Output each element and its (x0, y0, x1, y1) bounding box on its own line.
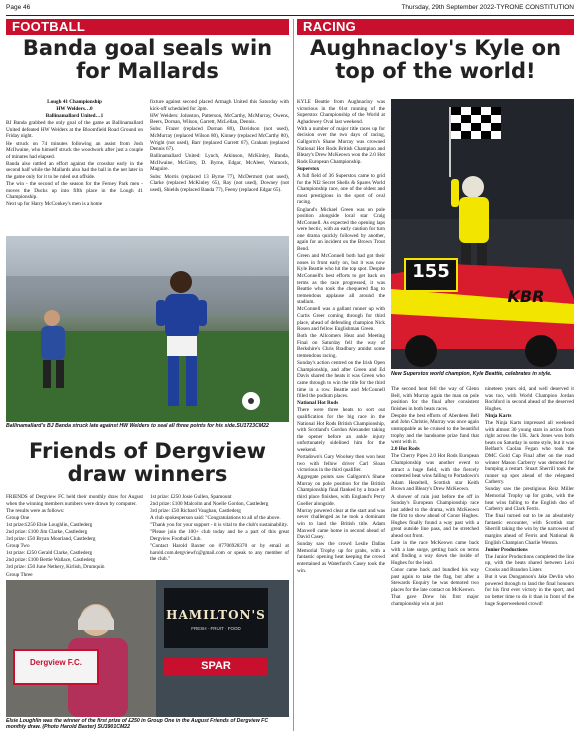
friends-headline (6, 440, 289, 485)
racing-col2-p5: Late in the race McKeown came back with a late surge, getting back on terms and finding a way down the inside of Hughes for the lead. (391, 540, 479, 566)
football-photo-art (6, 236, 289, 422)
hamiltons-banner-sub: FRESH · FRUIT · FOOD (191, 626, 241, 631)
car-sponsor: KBR (507, 287, 545, 306)
racing-col3-p0: nineteen years old, and well deserved it was too, with World Champion Jordan Rochford in second ahead of the deserved Hughes. (485, 386, 574, 412)
football-headline-line2: for Mallards (76, 58, 219, 83)
racing-col1-p6: McConnell was a gallant runner up with Curtis Greer coming through for third place, ahead of defending champion Nick Rosen and fellow Englishman Green. (297, 306, 385, 333)
racing-col3-p3: Sunday saw the prestigious Reiz Miller Memorial Trophy up for grabs, with the heat wins falling to the English duo of Carberry and Clark Ferris. (485, 486, 574, 513)
football-column-2 (150, 99, 289, 231)
football-col1-p1: HW Welders…0 (56, 106, 93, 113)
racing-col1-p11: Portadown's Gary Woolsey then won heat two with fellow driver Carl Sloan victorious in the third qualifier. (297, 453, 385, 474)
friends-col1-p4: 2nd prize: £100 Jim Clarke, Castlederg (6, 528, 88, 535)
racing-col1-p2: Superstox (297, 165, 320, 172)
football-col2-p3: Ballinamallard United: Lynch, Atkinson, McKinley, Banda, McIlwaine, McGinty, D. Byrne, Edgar, McAleer, Warnock, Maguire. (150, 153, 289, 173)
section-divider (293, 19, 294, 731)
racing-col1-p3: A full field of 36 Superstox came to grid for the NI2 Secret Shells & Spares World Championship race, one of the oldest and most prestigious in the sport of oval racing. (297, 173, 385, 206)
racing-section-tag: RACING (297, 19, 574, 35)
racing-photo (391, 99, 574, 369)
racing-col2-p3: The Cherry Pipes 2.0 Hot Rods European Championship was another event to attract a huge field, with the fiercely contested heat wins falling to Portadown's Adam Hezeltell, Scottish star Keith Brown and Bleary's Drew McKeown. (391, 453, 479, 493)
friends-col1-p0: FRIENDS of Dergview FC held their monthly draw for August when the winning members numbers were drawn by computer. (6, 494, 143, 507)
friends-headline-line1: Friends of Dergview (28, 439, 267, 463)
football-col1-p6: The win - the second of the season for the Ferney Park men - moves the Ducks up into fifth place in the Lough 41 Championship. (6, 181, 143, 201)
dergview-photo (6, 580, 289, 717)
friends-col2-p4: "Thank you for your support - it is vital to the club's sustainability. (150, 522, 289, 529)
racing-col1-p7: Both the Allcomers Heat and Meeting Final on Saturday fell the way of Berkshire's Chris Bradbury amidst some tremendous racing. (297, 333, 385, 360)
friends-col1-p5: 3rd prize: £50 Bryan Moorland, Castlederg (6, 536, 96, 543)
racing-col2-p2: 2.0 Hot Rods (391, 446, 420, 453)
football-col1-p0: Lough 41 Championship (47, 99, 102, 105)
racing-col1-p0: KYLE Beattie from Aughnacloy was victorious in the 61st running of the Superstox Championship of the World at Aghadowey Oval last weekend. (297, 99, 385, 125)
football-col2-p1: HW Welders: Johnston, Patterson, McCarthy, McMurray, Owens, Beers, Dornan, Wilson, Garrett, McLellan, Dennis. (150, 112, 289, 126)
racing-col1-p8: Sunday's action centred on the Irish Open Championship, and after Green and Ed Davis shared the heats it was Green who came through to win the title for the third time in a row. Beattie and McConnell filled the podium places. (297, 360, 385, 400)
racing-col3-p6: The Junior Productions completed the line up, with the heats shared between Lexi Crooks and Brandon Lister. (485, 553, 574, 574)
football-photo (6, 236, 289, 422)
friends-col1-p10: Group Three (6, 571, 33, 578)
dergview-photo-art (6, 580, 289, 717)
football-headline (6, 37, 289, 82)
football-col1-p3: BJ Banda grabbed the only goal of the game as Ballinamallard United defeated HW Welders at the Bloomfield Road Ground on Friday night. (6, 120, 143, 140)
header-rule (6, 15, 574, 16)
friends-headline-line2: draw winners (67, 461, 228, 486)
racing-col1-p14: Sunday saw the crowd Leslie Dallas Memorial Trophy up for grabs, with a fantastic opening heat keeping the crowd entertained as Waterford's Casey took the win. (297, 541, 385, 574)
football-col2-p0: fixture against second placed Armagh United this Saturday with kick-off scheduled for 3pm. (150, 99, 289, 112)
racing-col2-p4: A shower of rain just before the off in Sunday's European Championship race just added to the drama, with McKeown the first to show ahead of Conor Hughes. Hughes finally found a way past with a great outside line pass, and he stretched ahead out front. (391, 493, 479, 540)
car-number: 155 (412, 261, 450, 282)
dergview-photo-caption: Elsie Loughlin was the winner of the first prize of £250 in Group One in the August Friends of Dergview FC monthly draw. (Photo Harold Baxter) SU3901CM22 (6, 718, 269, 731)
racing-col2-p6: Conor came back and bundled his way past again to take the flag, but after a Stewards Enquiry he was demoted two places for the late contact on McKeown. (391, 567, 479, 593)
friends-col2-p3: A club spokesperson said: "Congratulations to all of the above. (150, 515, 281, 522)
friends-col1-p9: 3rd prize: £50 June Nethery, Kirlish, Drumquin (6, 564, 105, 571)
page-header (6, 2, 574, 14)
racing-column-1 (297, 99, 385, 731)
friends-column-1 (6, 494, 143, 578)
spar-banner: SPAR (201, 660, 231, 672)
publication-date: Thursday, 29th September 2022-TYRONE CONSTITUTION (401, 4, 574, 11)
racing-column-3 (485, 386, 574, 731)
friends-col1-p8: 2nd prize: £100 Bertie Wallace, Castlederg (6, 557, 95, 564)
friends-col2-p0: 1st prize: £250 Josie Gullen, Spamount (150, 494, 232, 500)
ball (242, 392, 260, 410)
racing-col3-p7: But it was Dungannon's Jake Devlin who powered through to land the final honours for his first ever victory in the sport, and no better time to do it than in front of the huge Superweekend crowd! (485, 574, 574, 607)
racing-col2-p7: That gave Drew his first major championship win at just (391, 593, 479, 607)
racing-col1-p12: Aggregate points saw Gallgorm's Shane Murray on pole position for the British Championship final flanked by a brace of third place finishes, with England's Perry Goeller alongside. (297, 474, 385, 507)
football-col1-p4: He struck on 74 minutes following an assist from Josh McIlwaine, who himself struck the woodwork after just a couple of minutes had elapsed. (6, 140, 143, 160)
racing-col1-p10: There were three heats to sort out qualification for the big race in the National Hot Rods British Championship, with Scotland's Gordon Alexander taking the opener before an ankle injury unfortunately sidelined him for the weekend. (297, 407, 385, 453)
racing-col1-p9: National Hot Rods (297, 400, 339, 407)
racing-col2-p1: Despite the best efforts of Aberdeen Bell and John Christie, Murray was once again unstoppable as he cruised to the beautiful trophy and the handsome prize fund that went with it. (391, 412, 479, 446)
racing-headline-line1: Aughnacloy's Kyle on (309, 36, 562, 60)
friends-col2-p6: "Contact Harold Baxter on 07706928370 or by email at harold.com.dergviewfc@gmail.com or speak to any member of the club." (150, 543, 289, 563)
racing-column-2 (391, 386, 479, 731)
football-section-tag: FOOTBALL (6, 19, 289, 35)
football-col1-p7: Next up for Harry McConkey's men is a home (6, 201, 103, 208)
football-col2-p4: Subs: Morris (replaced 13 Byrne 77), McDermott (not used), Clarke (replaced McKinley 65), Ray (not used), Downey (not used), Shields (replaced Banda 77), Feeny (replaced Edgar 65). (150, 173, 289, 193)
page-number: Page 46 (6, 4, 31, 11)
football-col1-p5: Banda also rattled an effort against the crossbar early in the second half while the Mallards also had the ball in the net later in the game only for it to be ruled out offside. (6, 160, 143, 181)
football-headline-line1: Banda goal seals win (22, 36, 273, 60)
friends-col2-p1: 2nd prize: £100 Malcolm and Noelle Gordon, Castlederg (150, 501, 269, 508)
football-col2-p2: Subs: Frazer (replaced Dornan 80), Davidson (not used), McMurray (replaced Wilson 80), Kinney (replaced McCarthy 80), Wright (not used), Barr (replaced Garrett 67), Graham (replaced Dennis 67). (150, 126, 289, 153)
friends-col1-p2: Group One (6, 514, 30, 521)
racing-headline-line2: top of the world! (335, 58, 536, 83)
friends-col2-p5: "Please join the 100+ club today and be a part of this great Dergview Football Club. (150, 529, 289, 543)
football-column-1 (6, 99, 143, 231)
friends-col1-p1: The results were as follows: (6, 507, 65, 514)
football-col1-p2: Ballinamallard United…1 (45, 113, 104, 120)
friends-col2-p2: 3rd prize: £50 Richard Vaughan, Castlederg (150, 508, 241, 515)
racing-col3-p2: The Ninja Karts impressed all weekend with almost 30 young stars in action from right across the UK. Jack Jones won both heats on Saturday in some style, but it was Belfast's Caolan Fegan who took the DMC Gold Cup Final after on the road winner Mason Carberry was demoted for bumping a restart. Stuart Sherrill took the runner up spot ahead of the relegated Carberry. (485, 419, 574, 486)
friends-column-2 (150, 494, 289, 574)
friends-col1-p7: 1st prize: £250 Gerald Clarke, Castlederg (6, 550, 93, 557)
racing-col1-p13: Murray powered clear at the start and was never challenged as he took a dominant win to land the British title. Adam Maxwell came home in second ahead of David Casey. (297, 507, 385, 541)
racing-col1-p5: Green and McConnell both had got their noses in front early on, but it was now Kyle Beattie who hit the top spot. Despite McConnell's best efforts to get back on terms as the race progressed, it was Beattie who took the chequered flag to tremendous applause all around the stadium. (297, 253, 385, 306)
football-photo-caption: Ballinamallard's BJ Banda struck late against HW Welders to seal all three points for his side.SU1723CM22 (6, 423, 269, 429)
racing-headline (297, 37, 574, 82)
racing-col3-p4: The final turned out to be an absolutely fantastic encounter, with Scottish star Sherrill taking the win by the narrowest of margins ahead of Ferris and National & English Champion Charlie Weston. (485, 513, 574, 546)
racing-col1-p1: With a number of major title races up for decision over the two days of racing, Gallgorm's Shane Murray was crowned National Hot Rods British Champion and Bleary's Drew McKeown won the 2.0 Hot Rods European Championship. (297, 125, 385, 165)
racing-photo-art (391, 99, 574, 369)
friends-col1-p3: 1st prize:£250 Elsie Loughlin, Castlederg (6, 521, 93, 528)
friends-col1-p6: Group Two (6, 543, 30, 550)
hamiltons-banner: HAMILTON'S (166, 608, 266, 622)
racing-col3-p1: Ninja Karts (485, 412, 512, 419)
racing-col3-p5: Junior Productions (485, 546, 528, 553)
racing-col1-p4: England's Michael Green was on pole position alongside local star Craig McConnell. As expected the opening laps were hectic, with an early caution for turn one drama quickly followed by another, again for an incident on the Brown Trout Bend. (297, 206, 385, 253)
racing-photo-caption: New Superstox world champion, Kyle Beattie, celebrates in style. (391, 371, 552, 377)
racing-col2-p0: The second heat fell the way of Glenn Bell, with Murray again the man on pole position for the final after consistent finishes in both heats races. (391, 386, 479, 412)
dergview-sign: Dergview F.C. (29, 658, 82, 667)
